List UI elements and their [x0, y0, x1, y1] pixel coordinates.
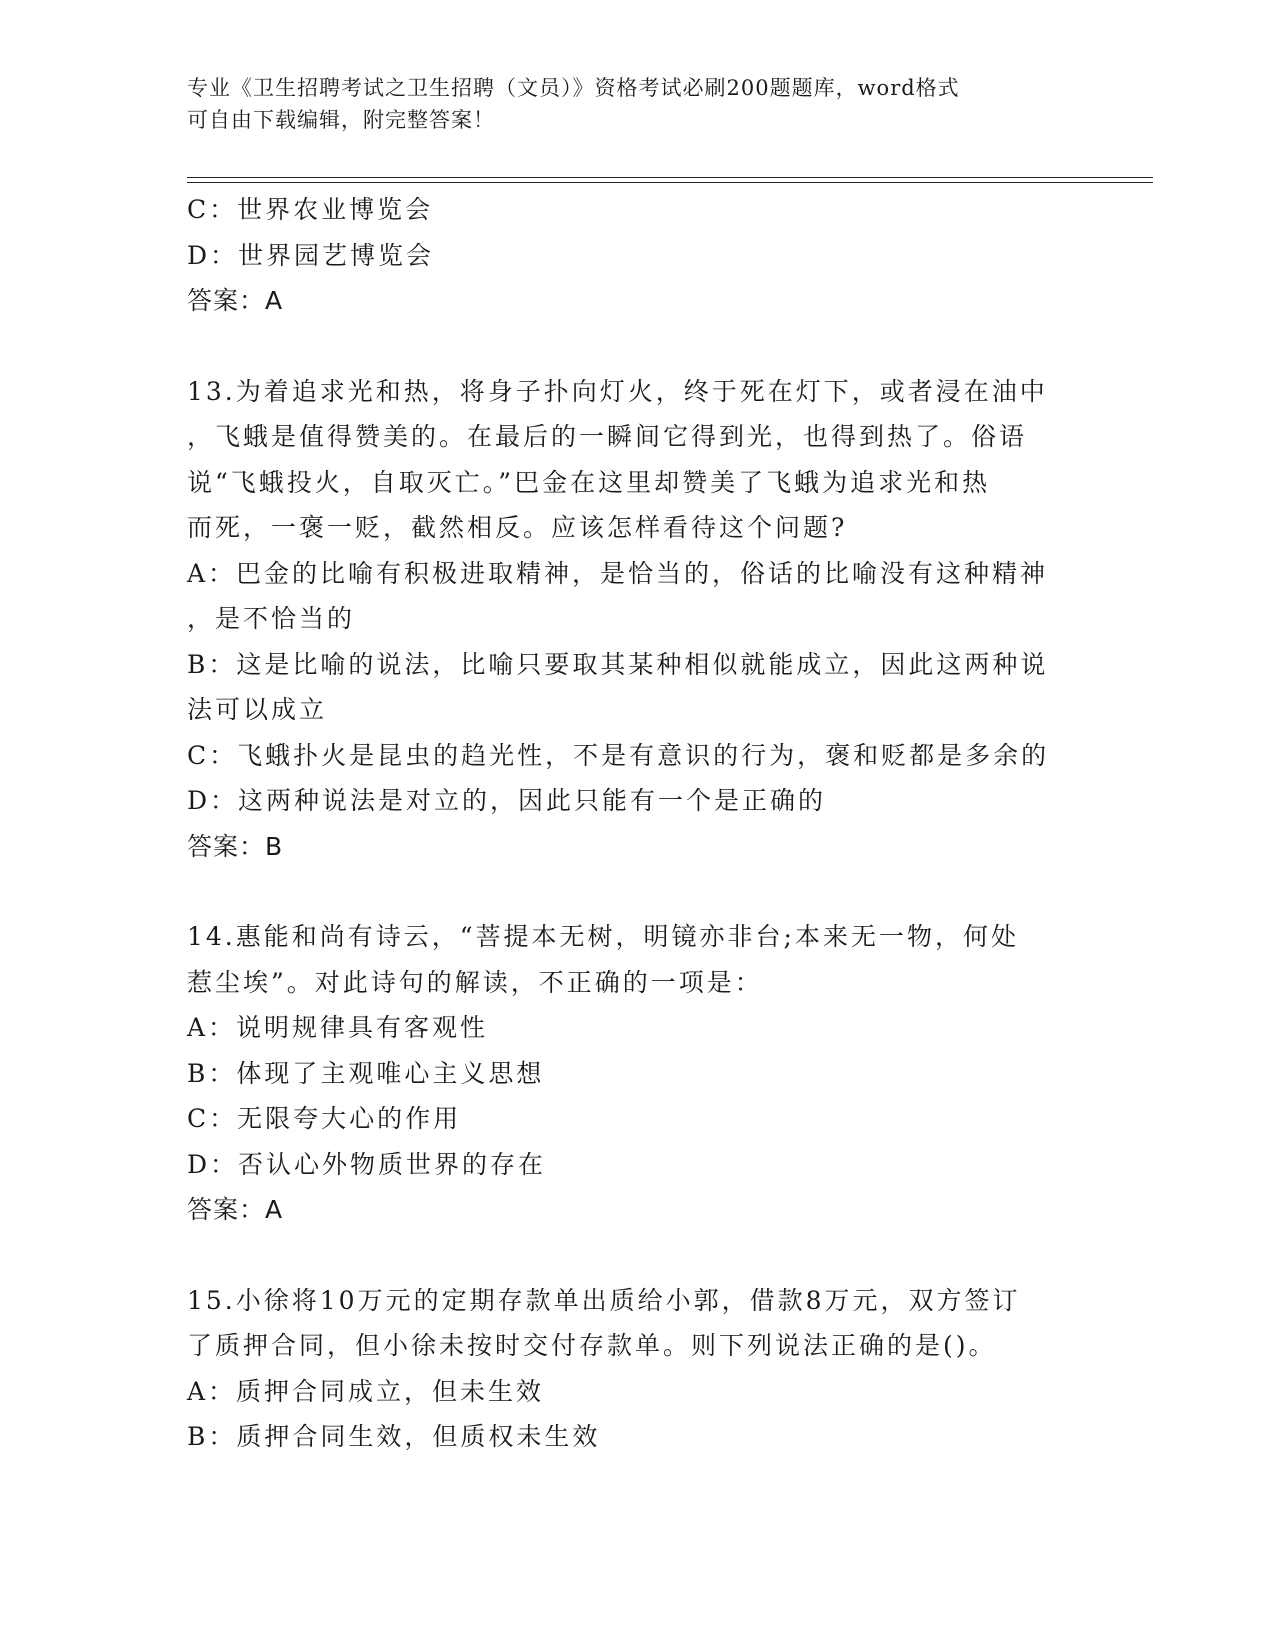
header-line-2: 可自由下载编辑，附完整答案！ — [187, 108, 495, 132]
q14-answer: 答案：A — [187, 1195, 284, 1224]
header-line-1: 专业《卫生招聘考试之卫生招聘（文员）》资格考试必刷200题题库，word格式 — [187, 76, 960, 100]
header-rule-bottom — [187, 182, 1153, 183]
q14-stem-line: 惹尘埃”。对此诗句的解读，不正确的一项是： — [187, 967, 763, 997]
q15-stem-line: 了质押合同，但小徐未按时交付存款单。则下列说法正确的是()。 — [187, 1331, 997, 1360]
q13-stem-line: ，飞蛾是值得赞美的。在最后的一瞬间它得到光，也得到热了。俗语 — [187, 422, 1028, 451]
spacer — [187, 869, 1087, 914]
question-12-tail — [187, 187, 1087, 324]
q13-answer: 答案：B — [187, 831, 284, 861]
q14-option-a: A：说明规律具有客观性 — [187, 1013, 489, 1042]
q15-stem-line: 15.小徐将10万元的定期存款单出质给小郭，借款8万元，双方签订 — [187, 1285, 1021, 1315]
q12-option-d: D：世界园艺博览会 — [187, 240, 435, 270]
document-body — [187, 187, 1087, 1460]
q13-option-a-cont: ，是不恰当的 — [187, 604, 356, 633]
q15-option-a: A：质押合同成立，但未生效 — [187, 1376, 545, 1406]
q13-option-b: B：这是比喻的说法，比喻只要取其某种相似就能成立，因此这两种说 — [187, 649, 1049, 679]
question-13 — [187, 369, 1087, 870]
q13-stem-line: 13.为着追求光和热，将身子扑向灯火，终于死在灯下，或者浸在油中 — [187, 376, 1048, 406]
q13-option-c: C：飞蛾扑火是昆虫的趋光性，不是有意识的行为，褒和贬都是多余的 — [187, 740, 1050, 770]
q13-option-a: A：巴金的比喻有积极进取精神，是恰当的，俗话的比喻没有这种精神 — [187, 558, 1049, 588]
spacer — [187, 324, 1087, 369]
q14-stem-line: 14.惠能和尚有诗云，“菩提本无树，明镜亦非台;本来无一物，何处 — [187, 922, 1019, 951]
q14-option-b: B：体现了主观唯心主义思想 — [187, 1058, 545, 1088]
question-15 — [187, 1278, 1087, 1460]
q12-answer: 答案：A — [187, 286, 284, 315]
q13-stem-line: 而死，一褒一贬，截然相反。应该怎样看待这个问题? — [187, 513, 848, 542]
q13-stem-line: 说“飞蛾投火，自取灭亡。”巴金在这里却赞美了飞蛾为追求光和热 — [187, 467, 991, 497]
q13-option-d: D：这两种说法是对立的，因此只能有一个是正确的 — [187, 786, 827, 815]
document-header — [187, 72, 1067, 136]
q15-option-b: B：质押合同生效，但质权未生效 — [187, 1422, 601, 1451]
question-14 — [187, 914, 1087, 1233]
q13-option-b-cont: 法可以成立 — [187, 695, 328, 724]
header-rule-top — [187, 177, 1153, 178]
q14-option-c: C：无限夸大心的作用 — [187, 1104, 462, 1133]
spacer — [187, 1233, 1087, 1278]
q14-option-d: D：否认心外物质世界的存在 — [187, 1149, 547, 1179]
q12-option-c: C：世界农业博览会 — [187, 195, 434, 224]
